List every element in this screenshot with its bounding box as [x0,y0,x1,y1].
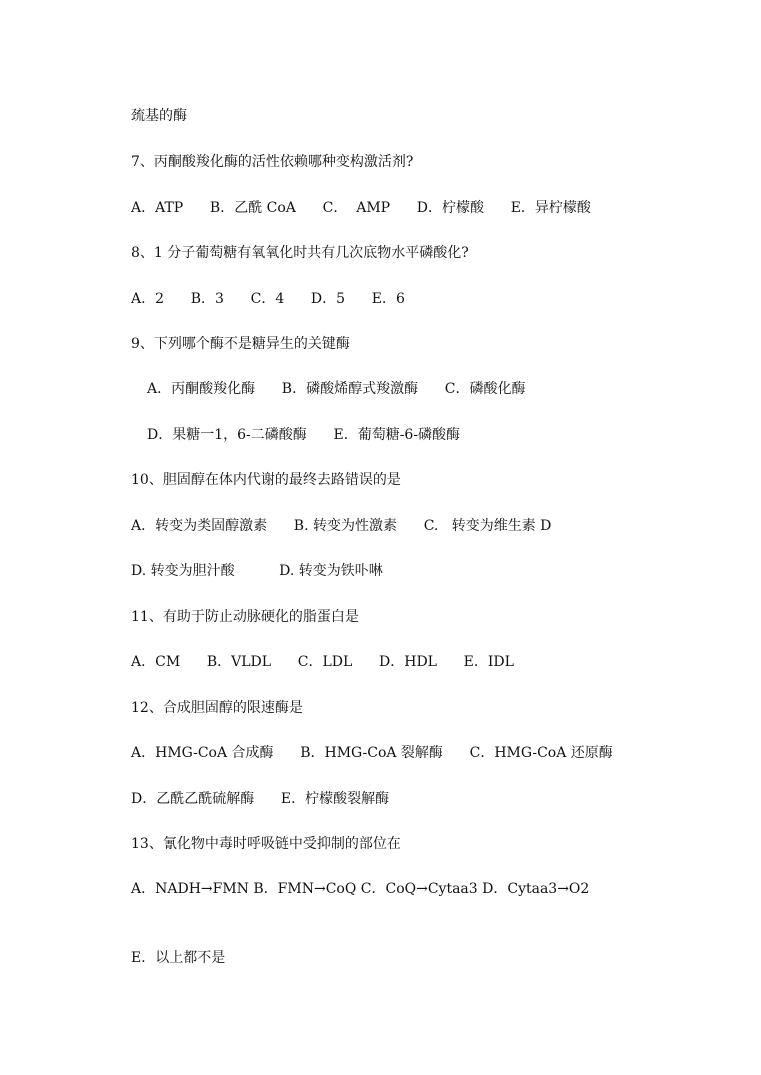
question-11-options: A．CM B．VLDL C．LDL D．HDL E．IDL [131,654,514,670]
question-13: 13、氰化物中毒时呼吸链中受抑制的部位在 [131,836,401,852]
question-9: 9、下列哪个酶不是糖异生的关键酶 [131,336,350,352]
text-line-fragment: 巯基的酶 [131,108,187,124]
question-8-options: A．2 B．3 C．4 D．5 E．6 [131,291,405,307]
question-11: 11、有助于防止动脉硬化的脂蛋白是 [131,609,359,625]
question-12-options-row1: A．HMG-CoA 合成酶 B．HMG-CoA 裂解酶 C．HMG-CoA 还原酶 [131,745,613,761]
question-8: 8、1 分子葡萄糖有氧氧化时共有几次底物水平磷酸化? [131,245,469,261]
question-10-options-row2: D. 转变为胆汁酸 D. 转变为铁卟啉 [131,563,383,579]
question-10: 10、胆固醇在体内代谢的最终去路错误的是 [131,472,401,488]
question-12-options-row2: D．乙酰乙酰硫解酶 E．柠檬酸裂解酶 [131,791,390,807]
question-9-options-row1: A．丙酮酸羧化酶 B．磷酸烯醇式羧激酶 C．磷酸化酶 [147,381,526,397]
question-7: 7、丙酮酸羧化酶的活性依赖哪种变构激活剂? [131,154,414,170]
question-7-options: A．ATP B．乙酰 CoA C． AMP D．柠檬酸 E．异柠檬酸 [131,200,591,216]
question-9-options-row2: D．果糖一1，6-二磷酸酶 E．葡萄糖-6-磷酸酶 [147,427,461,443]
question-10-options-row1: A．转变为类固醇激素 B. 转变为性激素 C. 转变为维生素 D [131,518,552,534]
question-12: 12、合成胆固醇的限速酶是 [131,700,303,716]
question-13-option-e: E．以上都不是 [131,950,226,966]
question-13-options: A．NADH→FMN B．FMN→CoQ C．CoQ→Cytaa3 D．Cytaa3→O2 [131,881,590,897]
